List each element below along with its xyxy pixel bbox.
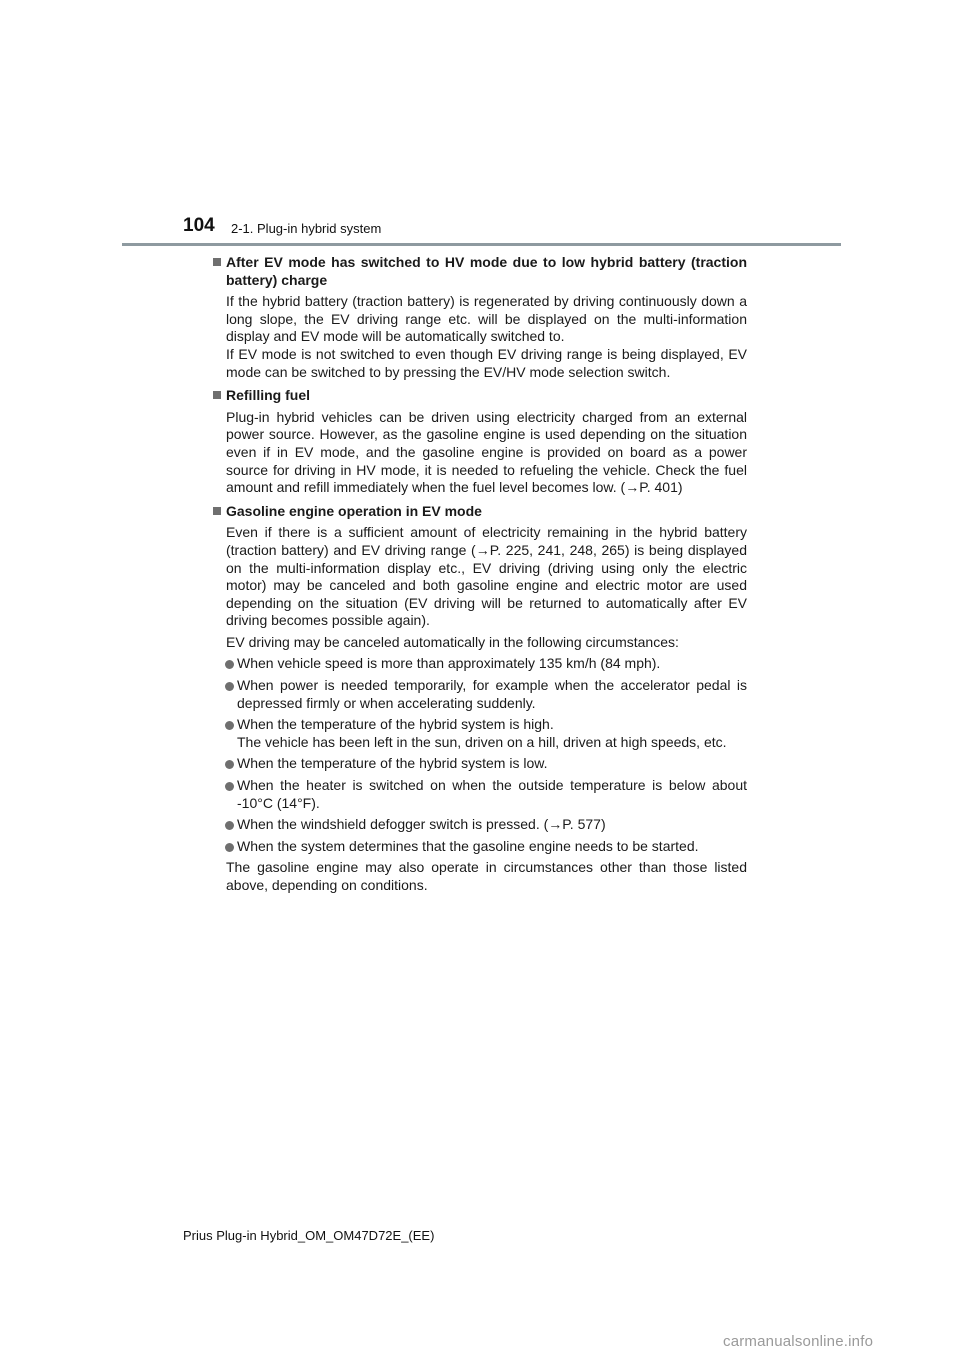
- closing-paragraph: The gasoline engine may also operate in circumstances other than those listed above, depending on conditions.: [226, 859, 747, 893]
- list-item-text: When the windshield defogger switch is pressed. (→P. 577): [237, 816, 606, 833]
- circle-bullet-icon: [225, 843, 234, 852]
- circle-bullet-icon: [225, 682, 234, 691]
- list-item-text: When power is needed temporarily, for example when the accelerator pedal is depressed firmly or when accelerating suddenly.: [237, 677, 747, 711]
- list-item-text: When vehicle speed is more than approximately 135 km/h (84 mph).: [237, 655, 661, 672]
- document-id: Prius Plug-in Hybrid_OM_OM47D72E_(EE): [183, 1228, 435, 1243]
- section-gasoline-engine-operation: [213, 503, 747, 895]
- circle-bullet-icon: [225, 721, 234, 730]
- square-bullet-icon: [213, 391, 221, 399]
- paragraph: Plug-in hybrid vehicles can be driven using electricity charged from an external power source. However, as the gasoline engine is used depending on the situation even if in EV mode, and the gasoline engine is provided on board as a power source for driving in HV mode, it is needed to refueling the vehicle. Check the fuel amount and refill immediately when the fuel level becomes low. (→P. 401): [226, 408, 747, 496]
- circle-bullet-icon: [225, 821, 234, 830]
- list-item: [213, 777, 747, 812]
- section-title: 2-1. Plug-in hybrid system: [231, 221, 382, 236]
- circle-bullet-icon: [225, 760, 234, 769]
- section-heading: [213, 254, 747, 289]
- paragraph: Even if there is a sufficient amount of electricity remaining in the hybrid battery (traction battery) and EV driving range (→P. 225, 241, 248, 265) is being displayed on the multi-information display etc., EV driving (driving using only the electric motor) may be canceled and both gasoline engine and electric motor are used depending on the situation (EV driving will be returned to automatically after EV driving becomes possible again).: [226, 524, 747, 629]
- section-heading-text: Refilling fuel: [226, 387, 310, 404]
- list-item-subtext: The vehicle has been left in the sun, driven on a hill, driven at high speeds, etc.: [237, 733, 727, 750]
- section-refilling-fuel: [213, 387, 747, 497]
- paragraph: [213, 293, 747, 381]
- list-item: [213, 716, 747, 751]
- list-item: [213, 838, 747, 856]
- list-item: [213, 816, 747, 834]
- header-rule: [122, 243, 841, 246]
- paragraph-line: If the hybrid battery (traction battery) is regenerated by driving continuously down a long slope, the EV driving range etc. will be displayed on the multi-information display and EV mode will be automatically switched to.: [226, 293, 747, 345]
- square-bullet-icon: [213, 507, 221, 515]
- section-heading: [213, 387, 747, 405]
- section-heading: [213, 503, 747, 521]
- list-item-text: When the temperature of the hybrid system is high.: [237, 716, 554, 733]
- section-ev-mode-switched: [213, 254, 747, 381]
- list-item: [213, 677, 747, 712]
- watermark: carmanualsonline.info: [723, 1333, 874, 1350]
- circle-bullet-icon: [225, 660, 234, 669]
- list-item: [213, 755, 747, 773]
- square-bullet-icon: [213, 258, 221, 266]
- paragraph-line: If EV mode is not switched to even though EV driving range is being displayed, EV mode can be switched to by pressing the EV/HV mode selection switch.: [226, 345, 747, 380]
- list-item-text: When the temperature of the hybrid system is low.: [237, 755, 548, 772]
- list-item: [213, 655, 747, 673]
- list-item-text: When the system determines that the gasoline engine needs to be started.: [237, 837, 699, 854]
- paragraph: EV driving may be canceled automatically in the following circumstances:: [226, 633, 679, 650]
- list-item-text: When the heater is switched on when the outside temperature is below about -10°C (14°F).: [237, 777, 747, 811]
- page-header: [0, 0, 960, 250]
- page-content: [213, 254, 747, 901]
- section-heading-text: Gasoline engine operation in EV mode: [226, 502, 482, 519]
- section-heading-text: After EV mode has switched to HV mode due to low hybrid battery (traction battery) charge: [226, 254, 747, 288]
- circle-bullet-icon: [225, 782, 234, 791]
- page-number: 104: [183, 215, 215, 236]
